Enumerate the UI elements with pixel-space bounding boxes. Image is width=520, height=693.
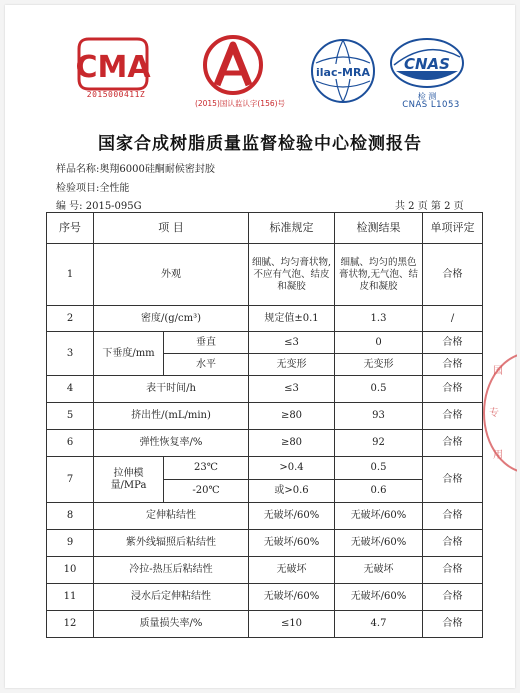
row-no: 10 — [47, 557, 94, 584]
row-result: 0.5 — [335, 376, 423, 403]
row-no: 4 — [47, 376, 94, 403]
test-item: 检验项目:全性能 — [56, 183, 130, 194]
row-standard: ≥80 — [249, 403, 335, 430]
header-no: 序号 — [47, 213, 94, 244]
row-subitem: 垂直 — [164, 332, 249, 354]
row-judgement: 合格 — [423, 430, 483, 457]
seal-char: 用 — [493, 450, 503, 461]
row-judgement: 合格 — [423, 530, 483, 557]
cal-logo-icon — [197, 33, 269, 99]
row-no: 6 — [47, 430, 94, 457]
table-row — [47, 503, 483, 530]
results-table — [46, 212, 483, 638]
row-item: 冷拉-热压后粘结性 — [94, 557, 249, 584]
report-number: 编 号: 2015-095G — [56, 201, 142, 212]
row-standard: 无变形 — [249, 354, 335, 376]
row-judgement: 合格 — [423, 354, 483, 376]
row-result: 92 — [335, 430, 423, 457]
row-judgement: 合格 — [423, 244, 483, 306]
row-standard: ≤3 — [249, 332, 335, 354]
table-row — [47, 584, 483, 611]
cma-certificate-code: 2015000411Z — [86, 90, 146, 99]
row-result: 93 — [335, 403, 423, 430]
svg-text:CNAS: CNAS — [404, 55, 450, 73]
table-row — [47, 403, 483, 430]
svg-text:ilac-MRA: ilac-MRA — [316, 66, 370, 79]
row-no: 7 — [47, 457, 94, 503]
svg-text:CMA: CMA — [75, 50, 151, 85]
row-result: 无变形 — [335, 354, 423, 376]
row-result: 无破坏/60% — [335, 584, 423, 611]
row-no: 11 — [47, 584, 94, 611]
row-judgement: 合格 — [423, 403, 483, 430]
row-no: 3 — [47, 332, 94, 376]
page-count: 共 2 页 第 2 页 — [395, 201, 464, 212]
table-row — [47, 376, 483, 403]
row-standard: 规定值±0.1 — [249, 306, 335, 332]
row-standard: >0.4 — [249, 457, 335, 480]
row-no: 2 — [47, 306, 94, 332]
report-page — [5, 5, 515, 688]
seal-char: 专 — [489, 408, 499, 419]
row-subitem: 水平 — [164, 354, 249, 376]
row-item: 浸水后定伸粘结性 — [94, 584, 249, 611]
row-result: 4.7 — [335, 611, 423, 638]
svg-text:检 测: 检 测 — [417, 92, 437, 101]
table-row — [47, 244, 483, 306]
row-item: 弹性恢复率/% — [94, 430, 249, 457]
row-standard: 无破坏/60% — [249, 530, 335, 557]
row-judgement: 合格 — [423, 503, 483, 530]
ilac-mra-logo-icon — [308, 35, 378, 107]
table-row — [47, 557, 483, 584]
row-item: 密度/(g/cm³) — [94, 306, 249, 332]
row-subitem: 23℃ — [164, 457, 249, 480]
row-result: 0.5 — [335, 457, 423, 480]
seal-stamp-icon — [483, 352, 517, 472]
row-result: 无破坏/60% — [335, 530, 423, 557]
table-row — [47, 611, 483, 638]
sample-name: 样品名称:奥翔6000硅酮耐候密封胶 — [56, 164, 215, 175]
row-result: 0 — [335, 332, 423, 354]
header-item: 项 目 — [94, 213, 249, 244]
row-no: 5 — [47, 403, 94, 430]
row-no: 12 — [47, 611, 94, 638]
row-judgement: 合格 — [423, 457, 483, 503]
row-item: 拉伸模量/MPa — [94, 457, 164, 503]
row-result: 无破坏/60% — [335, 503, 423, 530]
row-standard: 无破坏/60% — [249, 584, 335, 611]
row-item: 定伸粘结性 — [94, 503, 249, 530]
row-no: 9 — [47, 530, 94, 557]
row-standard: 无破坏/60% — [249, 503, 335, 530]
row-judgement: 合格 — [423, 557, 483, 584]
row-item: 紫外线辐照后粘结性 — [94, 530, 249, 557]
row-subitem: -20℃ — [164, 480, 249, 503]
row-judgement: 合格 — [423, 584, 483, 611]
row-judgement: / — [423, 306, 483, 332]
header-judgement: 单项评定 — [423, 213, 483, 244]
row-item: 外观 — [94, 244, 249, 306]
row-judgement: 合格 — [423, 611, 483, 638]
row-no: 8 — [47, 503, 94, 530]
row-result: 0.6 — [335, 480, 423, 503]
row-no: 1 — [47, 244, 94, 306]
cnas-logo-icon — [388, 35, 466, 107]
row-item: 质量损失率/% — [94, 611, 249, 638]
row-result: 1.3 — [335, 306, 423, 332]
seal-char: 国 — [493, 366, 503, 377]
table-row — [47, 457, 483, 480]
row-standard: 或>0.6 — [249, 480, 335, 503]
row-item: 下垂度/mm — [94, 332, 164, 376]
header-result: 检测结果 — [335, 213, 423, 244]
table-header-row — [47, 213, 483, 244]
row-judgement: 合格 — [423, 376, 483, 403]
row-standard: ≤3 — [249, 376, 335, 403]
table-row — [47, 306, 483, 332]
row-standard: 细腻、均匀膏状物,不应有气泡、结皮和凝胶 — [249, 244, 335, 306]
report-title: 国家合成树脂质量监督检验中心检测报告 — [98, 134, 422, 154]
table-row — [47, 530, 483, 557]
header-standard: 标准规定 — [249, 213, 335, 244]
table-row — [47, 332, 483, 354]
row-judgement: 合格 — [423, 332, 483, 354]
row-standard: ≥80 — [249, 430, 335, 457]
row-item: 挤出性/(mL/min) — [94, 403, 249, 430]
table-row — [47, 430, 483, 457]
row-standard: ≤10 — [249, 611, 335, 638]
cnas-certificate-code: CNAS L1053 — [402, 100, 460, 110]
row-standard: 无破坏 — [249, 557, 335, 584]
row-result: 无破坏 — [335, 557, 423, 584]
row-item: 表干时间/h — [94, 376, 249, 403]
row-result: 细腻、均匀的黑色膏状物,无气泡、结皮和凝胶 — [335, 244, 423, 306]
cal-certificate-code: (2015)国认监认字(156)号 — [194, 99, 286, 108]
